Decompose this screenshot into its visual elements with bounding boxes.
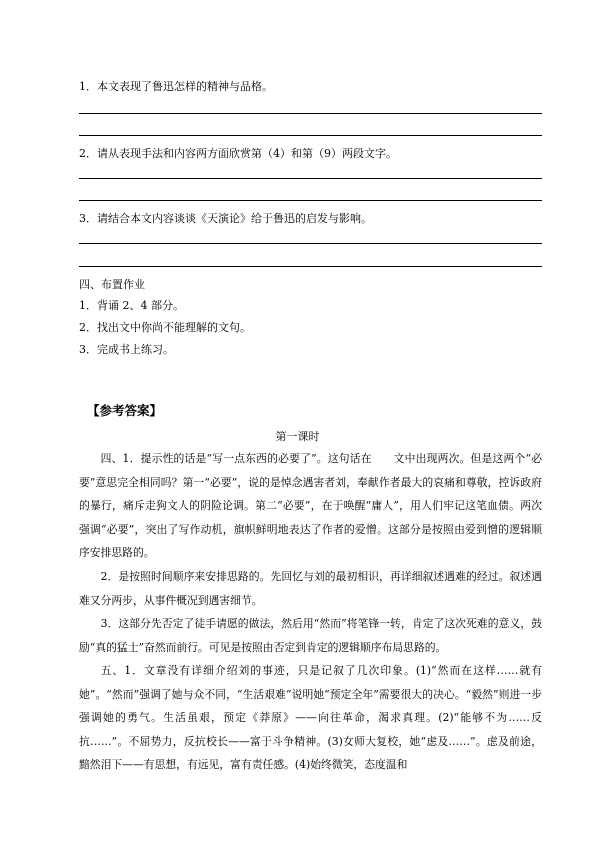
answer-line xyxy=(79,113,542,114)
homework-item: 1．背诵 2、4 部分。 xyxy=(79,299,184,312)
homework-heading: 四、布置作业 xyxy=(79,278,145,291)
answer-paragraph: 四、1．提示性的话是“写一点东西的必要了”。这句话在 文中出现两次。但是这两个“必要”意思完全相同吗？第一“必要”，说的是悼念遇害者刘，奉献作者最大的哀痛和尊敬，控诉政府的暴行，痛斥走狗文人的阴险论调。第二“必要”，在于唤醒“庸人”，用人们牢记这笔血债。两次强调“必要”，突出了写作动机，旗帜鲜明地表达了作者的爱憎。这部分是按照由爱到憎的逻辑顺序安排思路的。 xyxy=(79,452,542,560)
answer-paragraph: 2．是按照时间顺序来安排思路的。先回忆与刘的最初相识，再详细叙述遇难的经过。叙述遇难又分两步，从事件概况到遇害细节。 xyxy=(79,570,542,607)
answer-line xyxy=(79,200,542,201)
homework-item: 3．完成书上练习。 xyxy=(79,343,174,356)
answer-paragraph: 五、1．文章没有详细介绍刘的事迹，只是记叙了几次印象。(1)“然而在这样……就有她”。“然而”强调了她与众不同，“生活艰难”说明她“预定全年”需要很大的决心。“毅然”则进一步强调她的勇气。生活虽艰，预定《莽原》——向往革命，渴求真理。(2)“能够不为……反抗……”。不屈势力，反抗校长——富于斗争精神。(3)女师大复校，她“虑及……”。虑及前途，黯然泪下——有思想，有远见，富有责任感。(4)始终微笑，态度温和 xyxy=(79,664,542,772)
lesson-title: 第一课时 xyxy=(275,430,320,443)
question-1: 1．本文表现了鲁迅怎样的精神与品格。 xyxy=(79,80,273,93)
question-2: 2．请从表现手法和内容两方面欣赏第（4）和第（9）两段文字。 xyxy=(79,147,397,160)
question-3: 3．请结合本文内容谈谈《天演论》给于鲁迅的启发与影响。 xyxy=(79,212,372,225)
answer-paragraph: 3．这部分先否定了徒手请愿的做法，然后用“然而”将笔锋一转，肯定了这次死难的意义，鼓励“真的猛士”奋然而前行。可见是按照由否定到肯定的逻辑顺序布局思路的。 xyxy=(79,617,542,654)
answer-line xyxy=(79,243,542,244)
answer-line xyxy=(79,266,542,267)
answer-line xyxy=(79,135,542,136)
answers-heading: 【参考答案】 xyxy=(87,403,163,418)
answer-line xyxy=(79,178,542,179)
homework-item: 2．找出文中你尚不能理解的文句。 xyxy=(79,321,251,334)
